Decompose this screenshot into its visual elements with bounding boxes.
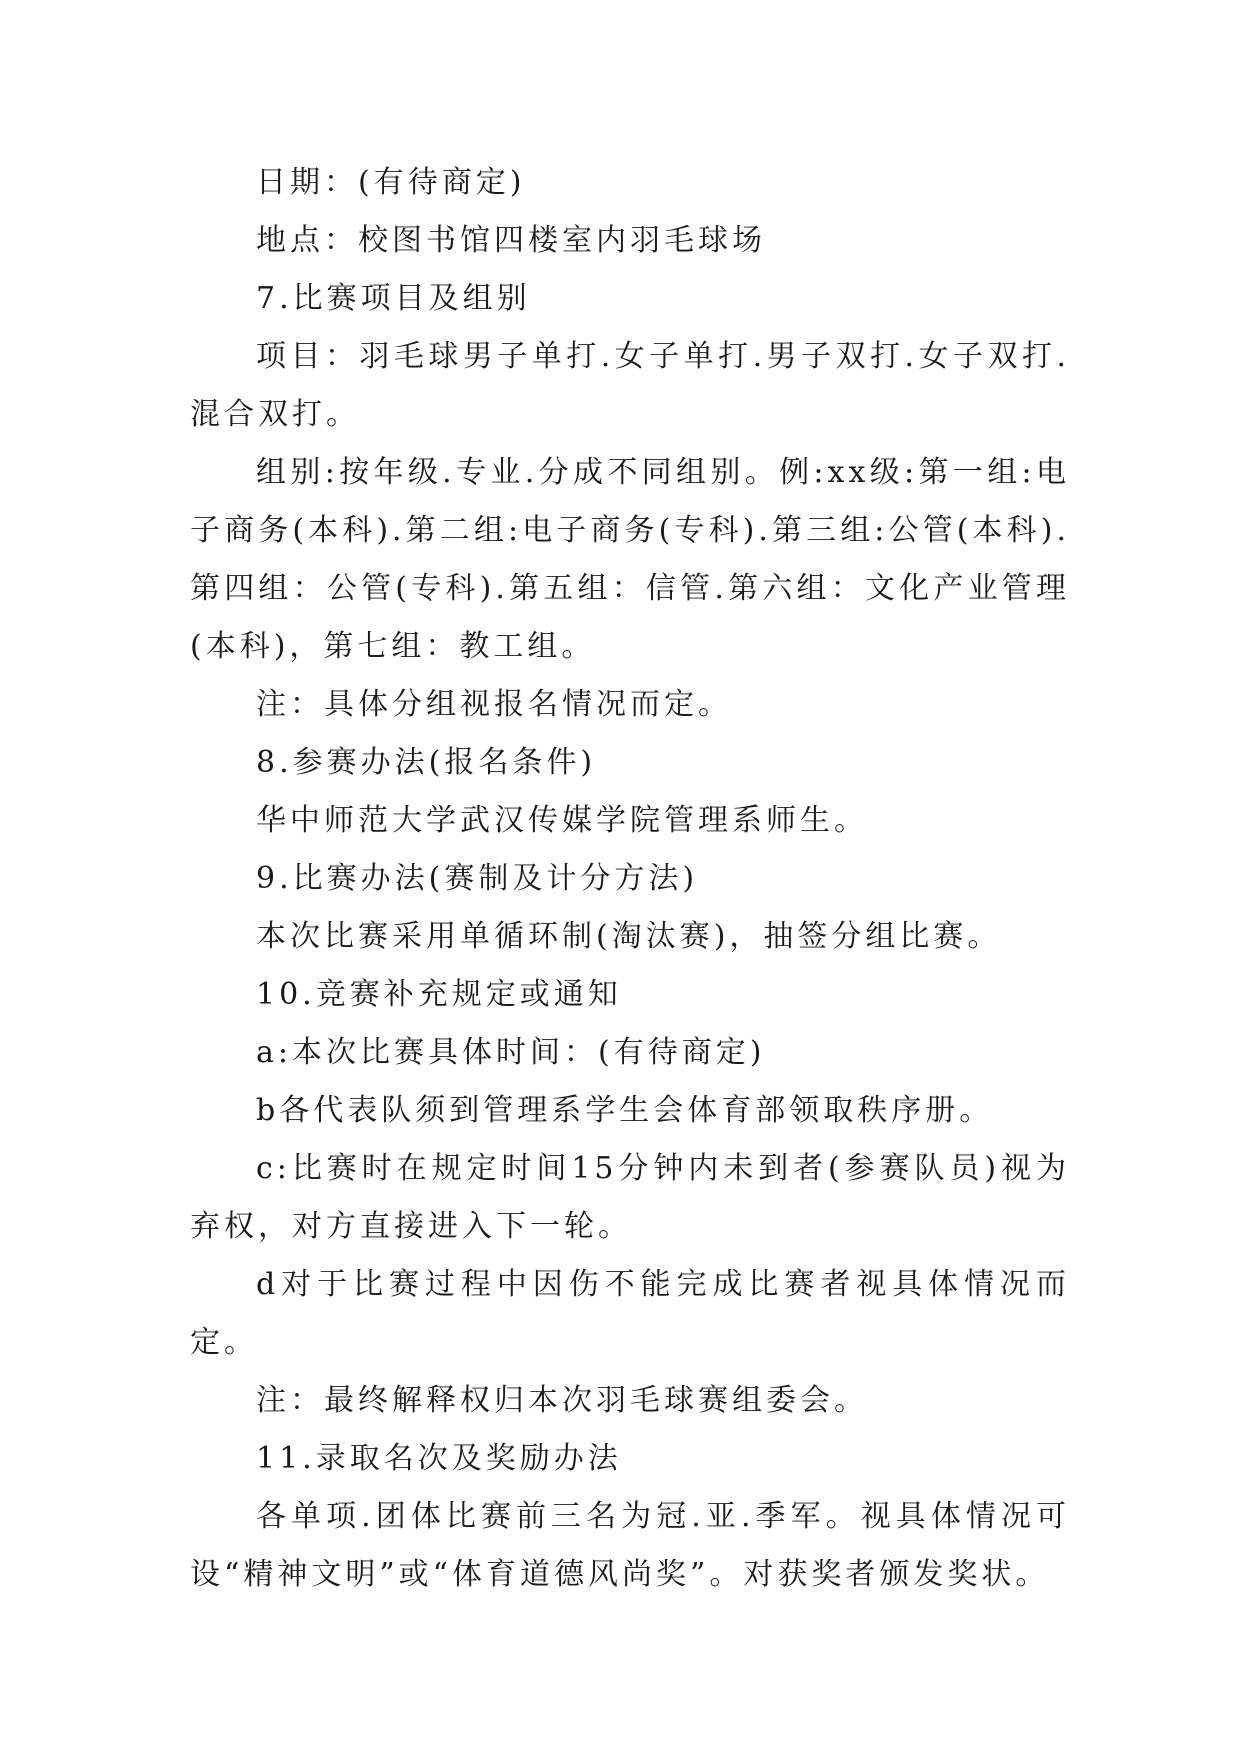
section-11-heading: 11.录取名次及奖励办法	[256, 1441, 622, 1476]
location-line: 地点：校图书馆四楼室内羽毛球场	[256, 223, 766, 258]
document-body	[190, 154, 1070, 1604]
groups-paragraph: 组别:按年级.专业.分成不同组别。例:xx级:第一组:电子商务(本科).第二组:电子商务(专科).第三组:公管(本科).第四组：公管(专科).第五组：信管.第六组：文化产业管理(本科)，第七组：教工组。	[190, 455, 1070, 664]
interpretation-note: 注：最终解释权归本次羽毛球赛组委会。	[256, 1383, 868, 1418]
section-7-heading: 7.比赛项目及组别	[256, 281, 531, 316]
format-line: 本次比赛采用单循环制(淘汰赛)，抽签分组比赛。	[256, 919, 1002, 954]
grouping-note: 注：具体分组视报名情况而定。	[256, 687, 732, 722]
events-paragraph: 项目：羽毛球男子单打.女子单打.男子双打.女子双打.混合双打。	[190, 339, 1070, 432]
section-9-heading: 9.比赛办法(赛制及计分方法)	[256, 861, 699, 896]
participants-line: 华中师范大学武汉传媒学院管理系师生。	[256, 803, 868, 838]
rule-b: b各代表队须到管理系学生会体育部领取秩序册。	[256, 1093, 994, 1128]
section-10-heading: 10.竞赛补充规定或通知	[256, 977, 622, 1012]
rule-d: d对于比赛过程中因伤不能完成比赛者视具体情况而定。	[190, 1267, 1070, 1360]
date-line: 日期：(有待商定)	[256, 165, 526, 200]
awards-paragraph: 各单项.团体比赛前三名为冠.亚.季军。视具体情况可设“精神文明”或“体育道德风尚奖”。对获奖者颁发奖状。	[190, 1499, 1070, 1592]
section-8-heading: 8.参赛办法(报名条件)	[256, 745, 597, 780]
rule-c: c:比赛时在规定时间15分钟内未到者(参赛队员)视为弃权，对方直接进入下一轮。	[190, 1151, 1070, 1244]
rule-a: a:本次比赛具体时间：(有待商定)	[256, 1035, 766, 1070]
